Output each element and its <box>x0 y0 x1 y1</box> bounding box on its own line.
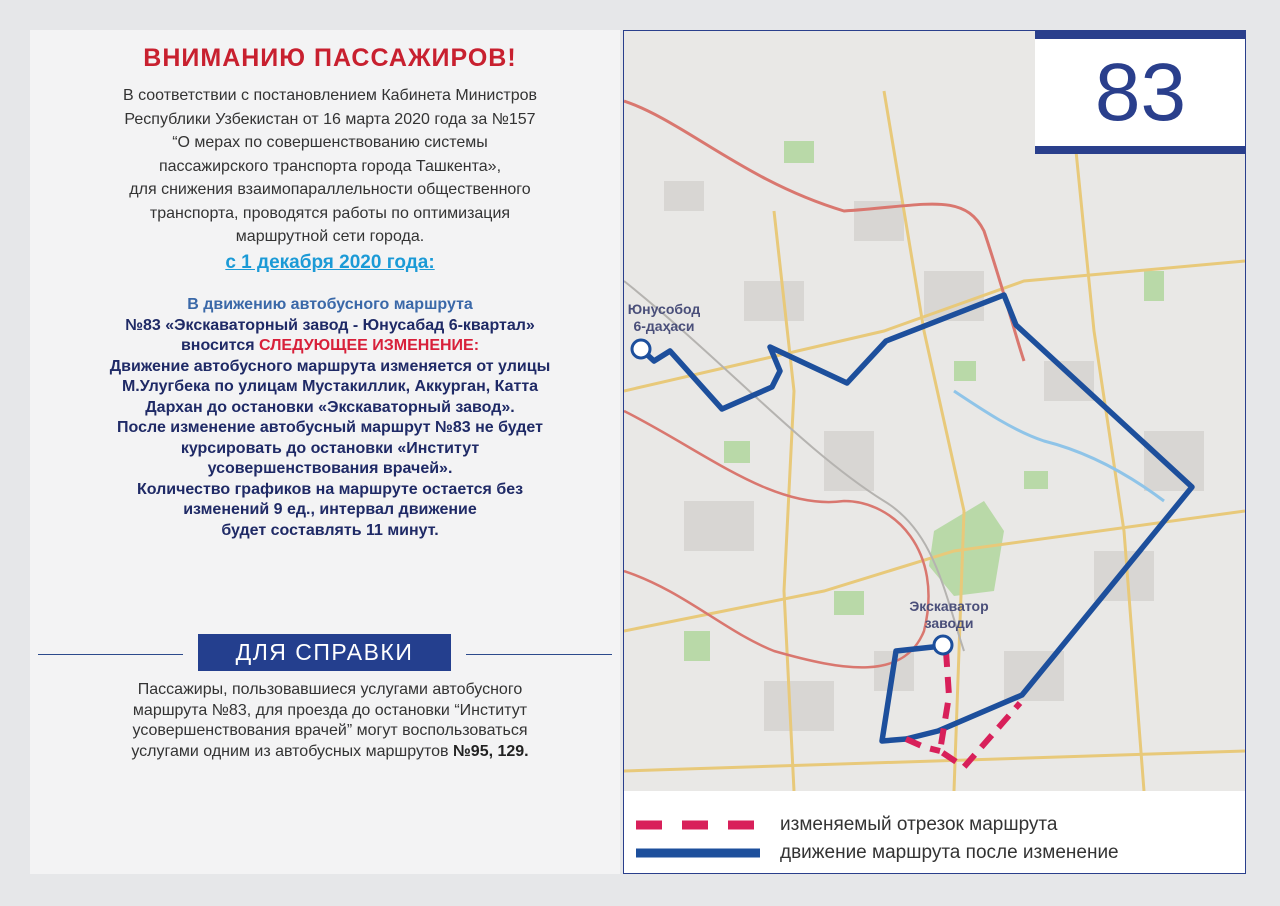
divider-left <box>38 654 183 655</box>
legend-new-label: движение маршрута после изменение <box>780 842 1119 863</box>
map-legend <box>624 791 1244 873</box>
notice-body-line: Движение автобусного маршрута изменяется от улицы <box>109 357 551 375</box>
reference-line: усовершенствования врачей” могут воспользоваться <box>132 722 528 739</box>
map-panel <box>623 30 1246 874</box>
reference-title: ДЛЯ СПРАВКИ <box>198 634 451 671</box>
divider-right <box>466 654 612 655</box>
park <box>1144 271 1164 301</box>
stop-north-subname: 6-даҳаси <box>633 318 695 334</box>
stop-north-marker <box>632 340 650 358</box>
intro-line: пассажирского транспорта города Ташкента», <box>158 157 502 175</box>
stop-south-marker <box>934 636 952 654</box>
route-number-box <box>1035 31 1246 154</box>
intro-line: Республики Узбекистан от 16 марта 2020 года за №157 <box>124 110 536 128</box>
dashed-red-swatch <box>634 813 764 837</box>
route-number: 83 <box>1094 46 1187 138</box>
park <box>834 591 864 615</box>
park <box>784 141 814 163</box>
announcement-panel <box>30 30 620 874</box>
change-notice <box>40 295 620 541</box>
notice-body-line: изменений 9 ед., интервал движение <box>183 501 477 518</box>
route-box-bottom-bar <box>1035 146 1246 154</box>
park <box>724 441 750 463</box>
reference-line: Пассажиры, пользовавшиеся услугами автобусного <box>137 681 523 698</box>
notice-body-line: усовершенствования врачей». <box>207 460 453 477</box>
park <box>1024 471 1048 489</box>
notice-line: №83 «Экскаваторный завод - Юнусабад 6-квартал» <box>125 316 535 334</box>
notice-body-line: курсировать до остановки «Институт <box>180 439 480 457</box>
legend-changed-label: изменяемый отрезок маршрута <box>780 814 1058 835</box>
reference-paragraph <box>50 680 610 762</box>
stop-north-name: Юнусобод <box>627 301 701 317</box>
alternative-routes: №95, 129. <box>452 742 529 760</box>
notice-body-line: Количество графиков на маршруте остается без <box>136 480 524 498</box>
park <box>954 361 976 381</box>
intro-paragraph <box>50 84 610 249</box>
effective-date: с 1 декабря 2020 года: <box>225 252 435 273</box>
stop-north-label <box>624 301 704 335</box>
reference-line: маршрута №83, для проезда до остановки “Институт <box>132 701 528 719</box>
stop-south-label <box>894 598 1004 632</box>
legend-changed-row <box>624 813 1244 837</box>
notice-body-line: М.Улугбека по улицам Мустакиллик, Аккурган, Катта <box>121 378 539 395</box>
notice-body-line: Дархан до остановки «Экскаваторный завод». <box>145 398 515 416</box>
reference-last-prefix: услугами одним из автобусных маршрутов <box>131 742 453 760</box>
intro-line: “О мерах по совершенствованию системы <box>172 134 488 151</box>
stop-south-subname: заводи <box>924 615 974 631</box>
notice-prefix: вносится <box>180 337 260 354</box>
intro-line: для снижения взаимопараллельности общественного <box>129 181 531 198</box>
notice-line: В движению автобусного маршрута <box>187 296 473 313</box>
headline: ВНИМАНИЮ ПАССАЖИРОВ! <box>143 44 517 72</box>
intro-line: маршрутной сети города. <box>235 228 425 245</box>
notice-line-with-highlight <box>40 336 620 357</box>
legend-new-row <box>624 841 1244 865</box>
intro-line: транспорта, проводятся работы по оптимизация <box>149 204 511 222</box>
intro-line: В соответствии с постановлением Кабинета Министров <box>122 87 537 104</box>
notice-body-line: После изменение автобусный маршрут №83 не будет <box>117 419 543 436</box>
route-box-top-bar <box>1035 31 1246 39</box>
stop-south-name: Экскаватор <box>909 598 989 614</box>
change-highlight: СЛЕДУЮЩЕЕ ИЗМЕНЕНИЕ: <box>259 337 480 354</box>
park <box>684 631 710 661</box>
reference-last-line <box>50 742 610 763</box>
notice-body-line: будет составлять 11 минут. <box>221 521 439 539</box>
solid-blue-swatch <box>634 841 764 865</box>
